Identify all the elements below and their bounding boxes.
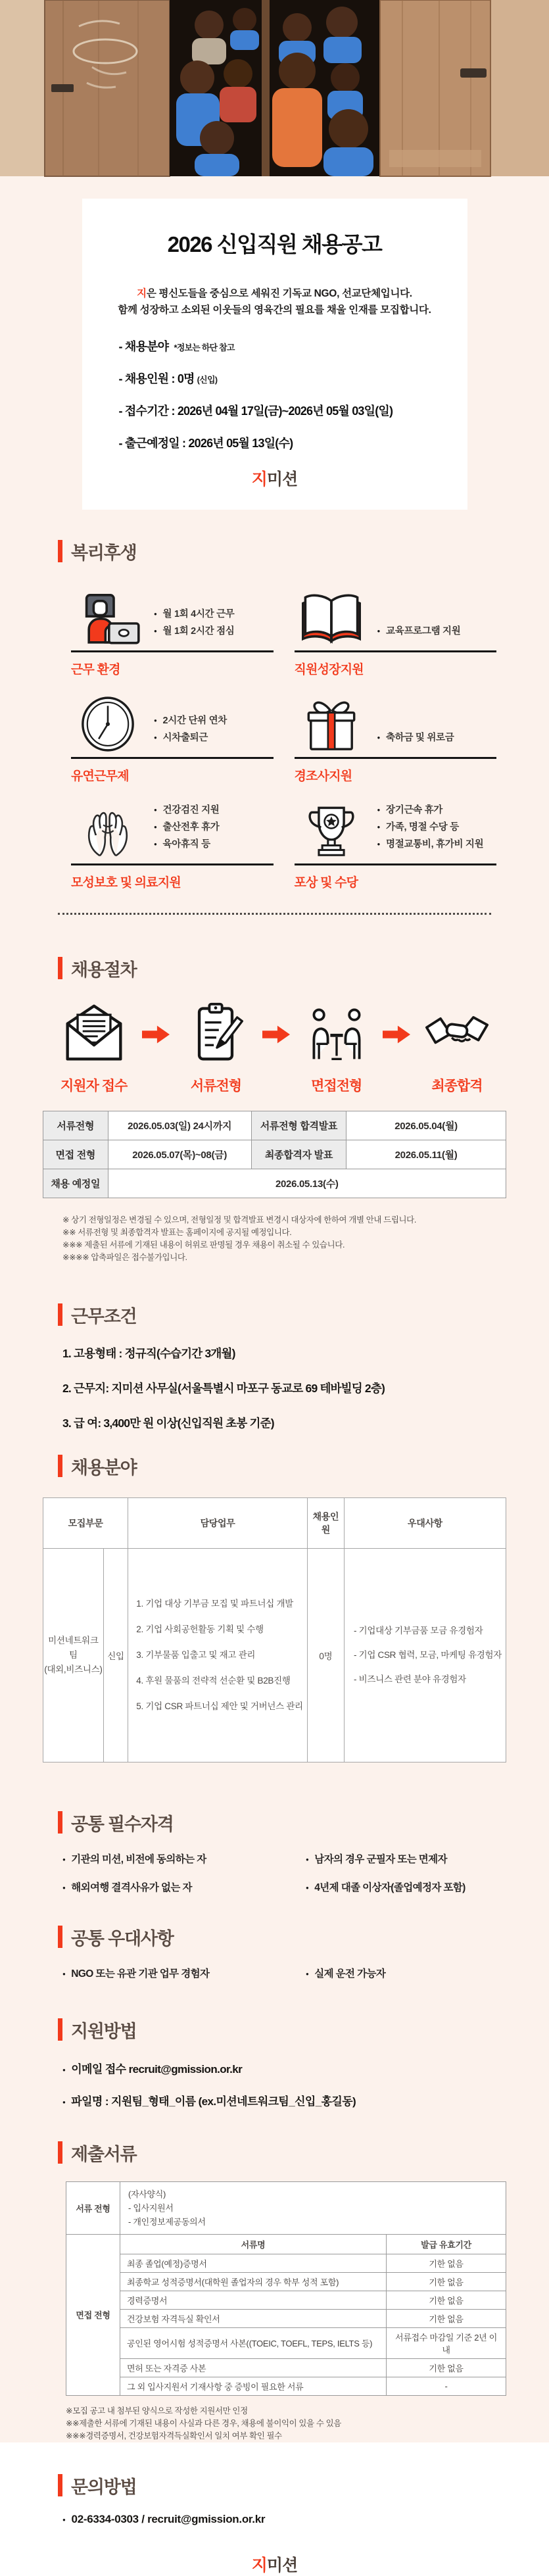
schedule-value: 2026.05.04(월) xyxy=(346,1111,506,1140)
section-documents-title: 제출서류 xyxy=(58,2140,549,2166)
contact-info: ● 02-6334-0303 / recruit@gmission.or.kr xyxy=(62,2512,266,2525)
door-latch xyxy=(51,84,74,92)
stage-label: 면접 전형 xyxy=(66,2234,120,2395)
qualification-item: ● 기관의 미션, 비전에 동의하는 자 xyxy=(62,1853,206,1865)
bullet-dot: ● xyxy=(154,734,157,741)
apply-item: ● 이메일 접수 recruit@gmission.or.kr xyxy=(62,2062,243,2076)
brand-logo: 지미션 xyxy=(251,2556,298,2575)
red-bar xyxy=(58,2474,62,2496)
apply-item: ● 파일명 : 지원팀_형태_이름 (ex.미션네트워크팀_신입_홍길동) xyxy=(62,2095,356,2108)
bullet-dot: ● xyxy=(154,717,157,723)
welfare-item-label: 직원성장지원 xyxy=(294,662,364,677)
documents-table xyxy=(66,2181,506,2396)
hero-photo xyxy=(0,0,549,176)
table-row: 공인된 영어시험 성적증명서 사본((TOEIC, TOEFL, TEPS, IELTS 등) 서류접수 마감일 기준 2년 이내 xyxy=(66,2327,506,2358)
qualification-item: ● 4년제 대졸 이상자(졸업예정자 포함) xyxy=(306,1882,465,1893)
welfare-item-label: 유연근무제 xyxy=(71,769,129,783)
bullet-dot: ● xyxy=(154,806,157,813)
qualification-item: ● 실제 운전 가능자 xyxy=(306,1968,386,1980)
bullet-dot: ● xyxy=(62,1970,66,1977)
bullet-dot: ● xyxy=(154,823,157,830)
clock-icon xyxy=(71,693,145,756)
red-bar xyxy=(58,2141,62,2164)
column-header: 채용인원 xyxy=(307,1497,344,1548)
schedule-value: 2026.05.07(목)~08(금) xyxy=(108,1140,251,1169)
schedule-label: 서류전형 합격발표 xyxy=(251,1111,346,1140)
bullet-dot: ● xyxy=(377,840,381,847)
documents-footnotes xyxy=(66,2405,549,2442)
duties-cell: 1. 기업 대상 기부금 모집 및 파트너십 개발 2. 기업 사회공헌활동 기획 및 수행 3. 기부물품 입출고 및 재고 관리 4. 후원 물품의 전략적 선순환 및 B2B진행 5. 기업 CSR 파트너십 제안 및 거버넌스 관리 xyxy=(128,1548,308,1762)
welfare-item-label: 포상 및 수당 xyxy=(294,875,358,890)
welfare-item-label: 근무 환경 xyxy=(71,662,120,677)
table-row xyxy=(43,1111,506,1140)
clipboard-pencil-icon xyxy=(184,1001,247,1064)
left-door xyxy=(45,0,170,176)
schedule-label: 면접 전형 xyxy=(43,1140,108,1169)
team-cell: 미션네트워크팀 (대외,비즈니스) xyxy=(43,1548,104,1762)
footnote: ※※※ 제출된 서류에 기재된 내용이 허위로 판명될 경우 채용이 취소될 수 있습니다. xyxy=(62,1240,345,1250)
announcement-card xyxy=(82,199,467,510)
documents-freeform-cell: (자사양식) - 입사지원서 - 개인정보제공동의서 xyxy=(120,2181,506,2234)
handshake-icon xyxy=(425,1001,489,1064)
section-preferred-title: 공통 우대사항 xyxy=(58,1924,549,1950)
table-row: 최종학교 성적증명서(대학원 졸업자의 경우 학부 성적 포함) 기한 없음 xyxy=(66,2272,506,2291)
bullet-dot: ● xyxy=(62,2516,66,2523)
intro-line-2: 함께 성장하고 소외된 이웃들의 영육간의 필요를 채울 인재를 모집합니다. xyxy=(118,304,431,316)
interview-icon xyxy=(305,1001,368,1064)
welfare-item-label: 경조사지원 xyxy=(294,769,352,783)
apply-method-list xyxy=(62,2060,549,2108)
bullet-dot: ● xyxy=(154,610,157,617)
welfare-item: ● 교육프로그램 지원 직원성장지원 xyxy=(295,584,497,677)
list-item: - 채용인원 : 0명 (신입) xyxy=(118,372,218,385)
section-apply-title: 지원방법 xyxy=(58,2017,549,2043)
table-row xyxy=(43,1548,506,1762)
intro-line-1: 은 평신도들을 중심으로 세워진 기독교 NGO, 선교단체입니다. xyxy=(146,288,412,299)
qualification-item: ● 남자의 경우 군필자 또는 면제자 xyxy=(306,1853,447,1865)
footnote: ※※※※ 압축파일은 접수불가입니다. xyxy=(62,1252,187,1262)
section-fields-title: 채용분야 xyxy=(58,1453,549,1479)
list-item: - 접수기간 : 2026년 04월 17일(금)~2026년 05월 03일(일) xyxy=(118,404,393,418)
red-bar xyxy=(58,1926,62,1948)
red-bar xyxy=(58,957,62,979)
bullet-dot: ● xyxy=(62,1884,66,1891)
summary-list xyxy=(105,337,445,451)
section-conditions-title: 근무조건 xyxy=(58,1302,549,1328)
list-item: - 채용분야 *정보는 하단 참고 xyxy=(118,339,235,353)
orange-shirt-child xyxy=(272,88,322,167)
preferences-cell: - 기업대상 기부금품 모금 유경험자 - 기업 CSR 협력, 모금, 마케팅 유경험자 - 비즈니스 관련 분야 유경험자 xyxy=(344,1548,506,1762)
welfare-item-label: 모성보호 및 의료지원 xyxy=(71,875,181,890)
red-bar xyxy=(58,1455,62,1477)
gift-box-icon xyxy=(295,693,368,756)
footnote: ※※ 서류전형 및 최종합격자 발표는 홈페이지에 공지될 예정입니다. xyxy=(62,1227,292,1237)
bullet-dot: ● xyxy=(154,627,157,634)
door-latch xyxy=(460,68,487,78)
section-required-title: 공통 필수자격 xyxy=(58,1810,549,1835)
section-process-title: 채용절차 xyxy=(58,956,549,981)
section-benefits-title: 복리후생 xyxy=(58,539,549,564)
qualification-item: ● 해외여행 결격사유가 없는 자 xyxy=(62,1882,192,1893)
red-bar xyxy=(58,2018,62,2041)
bullet-dot: ● xyxy=(154,840,157,847)
open-book-icon xyxy=(295,586,368,649)
process-steps xyxy=(60,1001,489,1095)
bullet-dot: ● xyxy=(62,2066,66,2073)
intro-paragraph xyxy=(105,286,445,319)
table-row xyxy=(43,1169,506,1198)
step-application: 지원자 접수 xyxy=(60,1001,127,1095)
table-header-row xyxy=(66,2234,506,2254)
table-row: 최종 졸업(예정)증명서 기한 없음 xyxy=(66,2254,506,2272)
table-row: 경력증명서 기한 없음 xyxy=(66,2291,506,2309)
schedule-label: 서류전형 xyxy=(43,1111,108,1140)
schedule-value: 2026.05.03(일) 24시까지 xyxy=(108,1111,251,1140)
table-row xyxy=(66,2181,506,2234)
worker-at-laptop-icon xyxy=(71,586,145,649)
condition-item: 3. 급 여: 3,400만 원 이상(신입직원 초봉 기준) xyxy=(62,1416,274,1430)
arrow-right-icon xyxy=(383,1025,410,1044)
preferred-qualifications xyxy=(62,1966,549,1980)
column-header: 발급 유효기간 xyxy=(387,2234,506,2254)
qualification-item: ● NGO 또는 유관 기관 업무 경험자 xyxy=(62,1968,210,1980)
welfare-item: ● 건강검진 지원 ● 출산전후 휴가 ● 육아휴직 등 모성보호 및 의료지원 xyxy=(71,797,274,890)
column-header: 모집부문 xyxy=(43,1497,128,1548)
bullet-dot: ● xyxy=(306,1884,309,1891)
condition-item: 2. 근무지: 지미션 사무실(서울특별시 마포구 동교로 69 테바빌딩 2층) xyxy=(62,1381,385,1395)
step-document-screening: 서류전형 xyxy=(184,1001,247,1095)
dotted-divider xyxy=(58,913,491,915)
schedule-value: 2026.05.13(수) xyxy=(108,1169,506,1198)
job-fields-table xyxy=(43,1497,506,1762)
conditions-list xyxy=(62,1345,549,1431)
list-item: - 출근예정일 : 2026년 05월 13일(수) xyxy=(118,436,293,450)
footnote: ※※제출한 서류에 기재된 내용이 사실과 다른 경우, 채용에 불이익이 있을 수 있음 xyxy=(66,2418,341,2428)
step-interview: 면접전형 xyxy=(305,1001,368,1095)
welfare-item: ● 장기근속 휴가 ● 가족, 명절 수당 등 ● 명절교통비, 휴가비 지원 포상 및 수당 xyxy=(295,797,497,890)
headcount-cell: 0명 xyxy=(307,1548,344,1762)
brand-red: 지 xyxy=(137,288,147,299)
brand-logo: 지미션 xyxy=(251,470,298,489)
red-bar xyxy=(58,540,62,562)
trophy-icon xyxy=(295,799,368,862)
table-row: 면허 또는 자격증 사본 기한 없음 xyxy=(66,2358,506,2377)
schedule-value: 2026.05.11(월) xyxy=(346,1140,506,1169)
bullet-dot: ● xyxy=(62,2099,66,2105)
table-row: 그 외 입사지원서 기재사항 중 증빙이 필요한 서류 - xyxy=(66,2377,506,2395)
job-type-cell: 신입 xyxy=(103,1548,128,1762)
stage-label: 서류 전형 xyxy=(66,2181,120,2234)
welfare-grid xyxy=(71,584,496,890)
section-contact-title: 문의방법 xyxy=(58,2473,549,2498)
footnote: ※※※경력증명서, 건강보험자격득실확인서 일치 여부 확인 필수 xyxy=(66,2431,282,2441)
column-header: 담당업무 xyxy=(128,1497,308,1548)
column-header: 우대사항 xyxy=(344,1497,506,1548)
condition-item: 1. 고용형태 : 정규직(수습기간 3개월) xyxy=(62,1346,235,1360)
footnote: ※ 상기 전형일정은 변경될 수 있으며, 전형일정 및 합격발표 변경시 대상자에 한하여 개별 안내 드립니다. xyxy=(62,1215,416,1225)
right-door xyxy=(380,0,490,176)
schedule-label: 채용 예정일 xyxy=(43,1169,108,1198)
required-qualifications xyxy=(62,1851,549,1894)
welfare-item: ● 축하금 및 위로금 경조사지원 xyxy=(295,691,497,784)
schedule-table xyxy=(43,1111,506,1198)
footnote: ※모집 공고 내 첨부된 양식으로 작성한 지원서만 인정 xyxy=(66,2406,248,2416)
red-bar xyxy=(58,1303,62,1326)
table-row xyxy=(43,1140,506,1169)
envelope-icon xyxy=(62,1001,126,1064)
process-footnotes xyxy=(62,1214,549,1264)
table-row: 건강보험 자격득실 확인서 기한 없음 xyxy=(66,2309,506,2327)
step-final-pass: 최종합격 xyxy=(425,1001,489,1095)
bullet-dot: ● xyxy=(377,734,381,741)
welfare-item: ● 월 1회 4시간 근무 ● 월 1회 2시간 점심 근무 환경 xyxy=(71,584,274,677)
schedule-label: 최종합격자 발표 xyxy=(251,1140,346,1169)
bullet-dot: ● xyxy=(306,1856,309,1862)
page-title: 2026 신입직원 채용공고 xyxy=(167,232,382,256)
welfare-item: ● 2시간 단위 연차 ● 시차출퇴근 유연근무제 xyxy=(71,691,274,784)
bullet-dot: ● xyxy=(377,823,381,830)
arrow-right-icon xyxy=(142,1025,170,1044)
bullet-dot: ● xyxy=(377,806,381,813)
column-header: 서류명 xyxy=(120,2234,387,2254)
caring-hands-icon xyxy=(71,799,145,862)
children-illustration xyxy=(170,0,380,176)
red-bar xyxy=(58,1811,62,1834)
table-header-row xyxy=(43,1497,506,1548)
arrow-right-icon xyxy=(262,1025,290,1044)
bullet-dot: ● xyxy=(377,627,381,634)
bullet-dot: ● xyxy=(306,1970,309,1977)
bullet-dot: ● xyxy=(62,1856,66,1862)
